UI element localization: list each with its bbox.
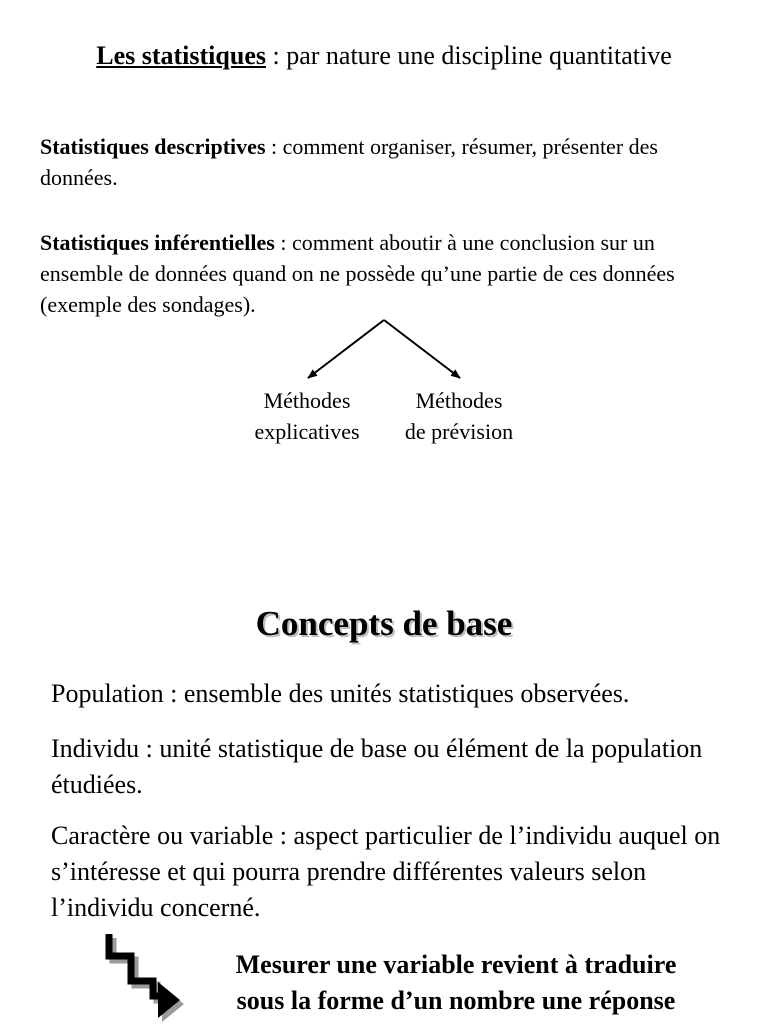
zigzag-arrow-icon — [104, 930, 188, 1022]
inferential-text: : comment aboutir à une conclusion sur un ensemble de données quand on ne possède qu’une partie de ces données (exemple des sondages). — [40, 230, 675, 317]
descriptive-paragraph — [40, 131, 740, 193]
method-explicatives — [237, 385, 377, 447]
descriptive-text: : comment organiser, résumer, présenter des données. — [40, 134, 658, 190]
descriptive-term: Statistiques descriptives — [40, 134, 266, 159]
conclusion-line1: Mesurer une variable revient à traduire — [235, 950, 677, 979]
title-rest: : par nature une discipline quantitative — [265, 41, 672, 70]
method-left-line1: Méthodes — [263, 388, 351, 413]
method-left-line2: explicatives — [254, 419, 360, 444]
inferential-term: Statistiques inférentielles — [40, 230, 275, 255]
inferential-paragraph — [40, 227, 740, 320]
page-title — [0, 40, 768, 72]
definition-caractere: Caractère ou variable : aspect particulier de l’individu auquel on s’intéresse et qui pourra prendre différentes valeurs selon l’individu concerné. — [51, 821, 721, 922]
method-right-line2: de prévision — [404, 419, 514, 444]
conclusion — [186, 947, 726, 1019]
method-prevision — [384, 385, 534, 447]
concepts-heading: Concepts de base — [255, 604, 513, 643]
definition-population: Population : ensemble des unités statistiques observées. — [51, 679, 630, 708]
title-bold: Les statistiques — [96, 41, 266, 70]
definition-individu: Individu : unité statistique de base ou élément de la population étudiées. — [51, 734, 703, 799]
conclusion-line2: sous la forme d’un nombre une réponse — [236, 986, 676, 1015]
method-right-line1: Méthodes — [415, 388, 503, 413]
